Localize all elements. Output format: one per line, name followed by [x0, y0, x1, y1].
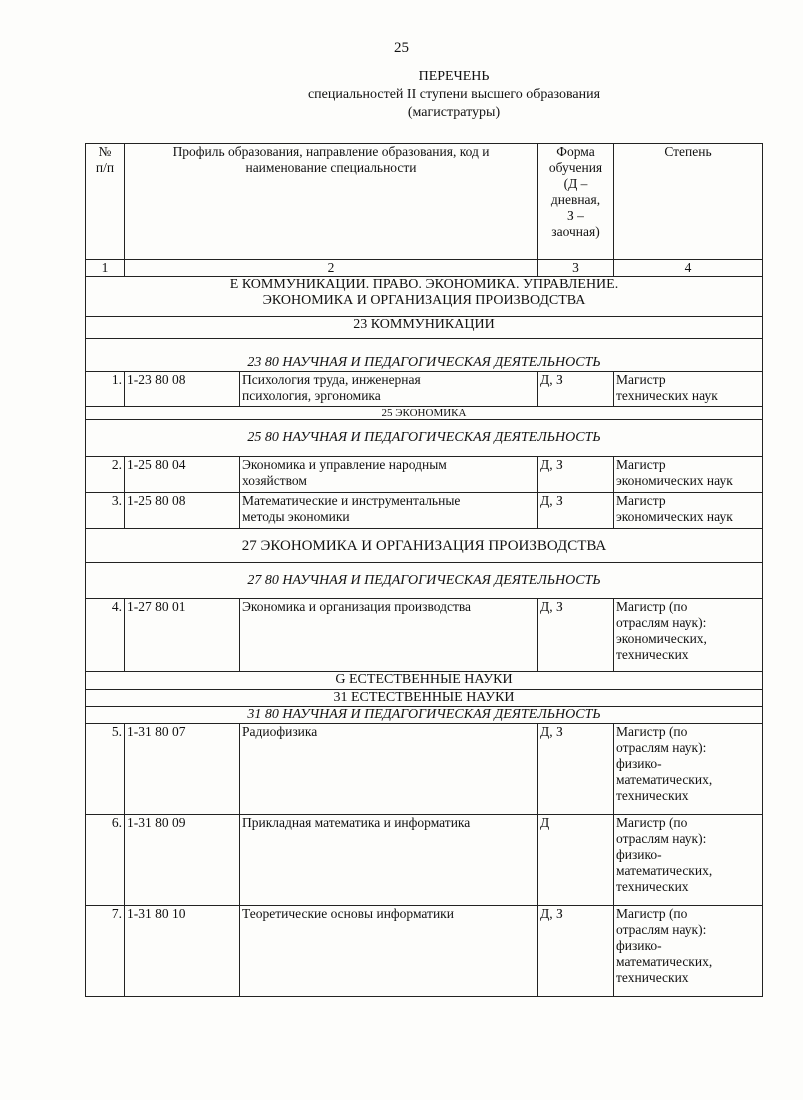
- name-line: методы экономики: [242, 509, 350, 524]
- section-heading: 27 ЭКОНОМИКА И ОРГАНИЗАЦИЯ ПРОИЗВОДСТВА: [86, 529, 763, 563]
- header-text: обучения: [548, 160, 603, 175]
- section-heading: [86, 277, 763, 317]
- degree-line: технических: [616, 879, 689, 894]
- header-text: Профиль образования, направление образования, код и: [172, 144, 490, 159]
- column-numbers-row: [86, 260, 763, 277]
- degree-line: Магистр (по: [616, 599, 688, 614]
- section-row: [86, 563, 763, 599]
- table-row: [86, 457, 763, 493]
- section-heading: 23 КОММУНИКАЦИИ: [86, 317, 763, 339]
- column-number: 1: [86, 260, 125, 277]
- header-text: наименование специальности: [245, 160, 417, 175]
- name-line: Теоретические основы информатики: [242, 906, 454, 921]
- header-text: №: [98, 144, 112, 159]
- direction-heading: 31 80 НАУЧНАЯ И ПЕДАГОГИЧЕСКАЯ ДЕЯТЕЛЬНОСТЬ: [86, 707, 763, 724]
- section-line: Е КОММУНИКАЦИИ. ПРАВО. ЭКОНОМИКА. УПРАВЛЕНИЕ.: [229, 277, 619, 292]
- section-row: [86, 529, 763, 563]
- name-line: Экономика и организация производства: [242, 599, 472, 614]
- degree-line: технических: [616, 788, 689, 803]
- name-line: Экономика и управление народным: [242, 457, 447, 472]
- degree: [614, 457, 763, 493]
- row-number: 4.: [86, 599, 125, 672]
- title-line: ПЕРЕЧЕНЬ: [418, 69, 490, 84]
- section-row: [86, 672, 763, 690]
- degree-line: Магистр: [616, 457, 666, 472]
- name-line: Радиофизика: [242, 724, 318, 739]
- degree-line: экономических,: [616, 631, 707, 646]
- page-number: 25: [394, 40, 409, 56]
- header-text: Форма: [556, 144, 595, 159]
- specialty-code: 1-25 80 08: [125, 493, 240, 529]
- study-form: Д, З: [538, 372, 614, 407]
- table-header-row: [86, 144, 763, 260]
- table-row: [86, 724, 763, 815]
- degree: [614, 815, 763, 906]
- section-heading: 31 ЕСТЕСТВЕННЫЕ НАУКИ: [86, 690, 763, 707]
- direction-heading: 27 80 НАУЧНАЯ И ПЕДАГОГИЧЕСКАЯ ДЕЯТЕЛЬНОСТЬ: [86, 563, 763, 599]
- direction-heading: 25 80 НАУЧНАЯ И ПЕДАГОГИЧЕСКАЯ ДЕЯТЕЛЬНОСТЬ: [86, 420, 763, 457]
- header-text: З –: [567, 208, 584, 223]
- section-row: [86, 420, 763, 457]
- degree-line: математических,: [616, 772, 713, 787]
- degree: [614, 724, 763, 815]
- header-text: дневная,: [550, 192, 601, 207]
- row-number: 7.: [86, 906, 125, 997]
- section-line: ЭКОНОМИКА И ОРГАНИЗАЦИЯ ПРОИЗВОДСТВА: [262, 293, 586, 308]
- section-heading: 25 ЭКОНОМИКА: [86, 407, 763, 420]
- name-line: хозяйством: [242, 473, 307, 488]
- degree-line: физико-: [616, 847, 662, 862]
- degree: [614, 372, 763, 407]
- name-line: Психология труда, инженерная: [242, 372, 421, 387]
- degree-line: Магистр (по: [616, 724, 688, 739]
- header-text: заочная): [551, 224, 600, 239]
- column-number: 3: [538, 260, 614, 277]
- section-row: [86, 707, 763, 724]
- row-number: 1.: [86, 372, 125, 407]
- header-profile: [125, 144, 538, 260]
- specialty-name: [240, 724, 538, 815]
- specialty-code: 1-31 80 09: [125, 815, 240, 906]
- degree-line: отраслям наук):: [616, 922, 707, 937]
- specialty-name: [240, 815, 538, 906]
- degree: [614, 493, 763, 529]
- degree-line: Магистр: [616, 493, 666, 508]
- name-line: Прикладная математика и информатика: [242, 815, 471, 830]
- specialty-code: 1-27 80 01: [125, 599, 240, 672]
- specialty-name: [240, 906, 538, 997]
- degree-line: технических наук: [616, 388, 718, 403]
- row-number: 6.: [86, 815, 125, 906]
- study-form: Д, З: [538, 457, 614, 493]
- specialty-name: [240, 457, 538, 493]
- row-number: 3.: [86, 493, 125, 529]
- column-number: 2: [125, 260, 538, 277]
- table-row: [86, 815, 763, 906]
- degree-line: Магистр (по: [616, 815, 688, 830]
- header-num: [86, 144, 125, 260]
- degree-line: физико-: [616, 938, 662, 953]
- section-heading: G ЕСТЕСТВЕННЫЕ НАУКИ: [86, 672, 763, 690]
- direction-heading: 23 80 НАУЧНАЯ И ПЕДАГОГИЧЕСКАЯ ДЕЯТЕЛЬНОСТЬ: [86, 339, 763, 372]
- section-row: [86, 339, 763, 372]
- header-text: (Д –: [563, 176, 588, 191]
- degree-line: физико-: [616, 756, 662, 771]
- study-form: Д, З: [538, 906, 614, 997]
- header-text: п/п: [95, 160, 115, 175]
- section-row: [86, 407, 763, 420]
- degree-line: отраслям наук):: [616, 831, 707, 846]
- table-row: [86, 906, 763, 997]
- degree-line: Магистр: [616, 372, 666, 387]
- specialty-name: [240, 493, 538, 529]
- study-form: Д, З: [538, 724, 614, 815]
- header-degree: Степень: [614, 144, 763, 260]
- specialty-name: [240, 599, 538, 672]
- row-number: 5.: [86, 724, 125, 815]
- document-title: [0, 68, 803, 122]
- degree-line: математических,: [616, 863, 713, 878]
- table-row: [86, 372, 763, 407]
- degree-line: экономических наук: [616, 509, 733, 524]
- degree-line: математических,: [616, 954, 713, 969]
- study-form: Д, З: [538, 599, 614, 672]
- degree-line: экономических наук: [616, 473, 733, 488]
- table-row: [86, 599, 763, 672]
- section-row: [86, 277, 763, 317]
- degree-line: отраслям наук):: [616, 740, 707, 755]
- row-number: 2.: [86, 457, 125, 493]
- degree-line: технических: [616, 647, 689, 662]
- name-line: Математические и инструментальные: [242, 493, 461, 508]
- study-form: Д, З: [538, 493, 614, 529]
- degree: [614, 906, 763, 997]
- specialty-code: 1-23 80 08: [125, 372, 240, 407]
- specialty-code: 1-31 80 10: [125, 906, 240, 997]
- degree-line: отраслям наук):: [616, 615, 707, 630]
- degree: [614, 599, 763, 672]
- column-number: 4: [614, 260, 763, 277]
- name-line: психология, эргономика: [242, 388, 381, 403]
- specialty-name: [240, 372, 538, 407]
- specialties-table: [85, 143, 763, 997]
- specialty-code: 1-31 80 07: [125, 724, 240, 815]
- title-line: (магистратуры): [407, 105, 501, 120]
- specialty-code: 1-25 80 04: [125, 457, 240, 493]
- degree-line: технических: [616, 970, 689, 985]
- header-form: [538, 144, 614, 260]
- title-line: специальностей II ступени высшего образования: [307, 87, 601, 102]
- degree-line: Магистр (по: [616, 906, 688, 921]
- table-row: [86, 493, 763, 529]
- section-row: [86, 317, 763, 339]
- study-form: Д: [538, 815, 614, 906]
- section-row: [86, 690, 763, 707]
